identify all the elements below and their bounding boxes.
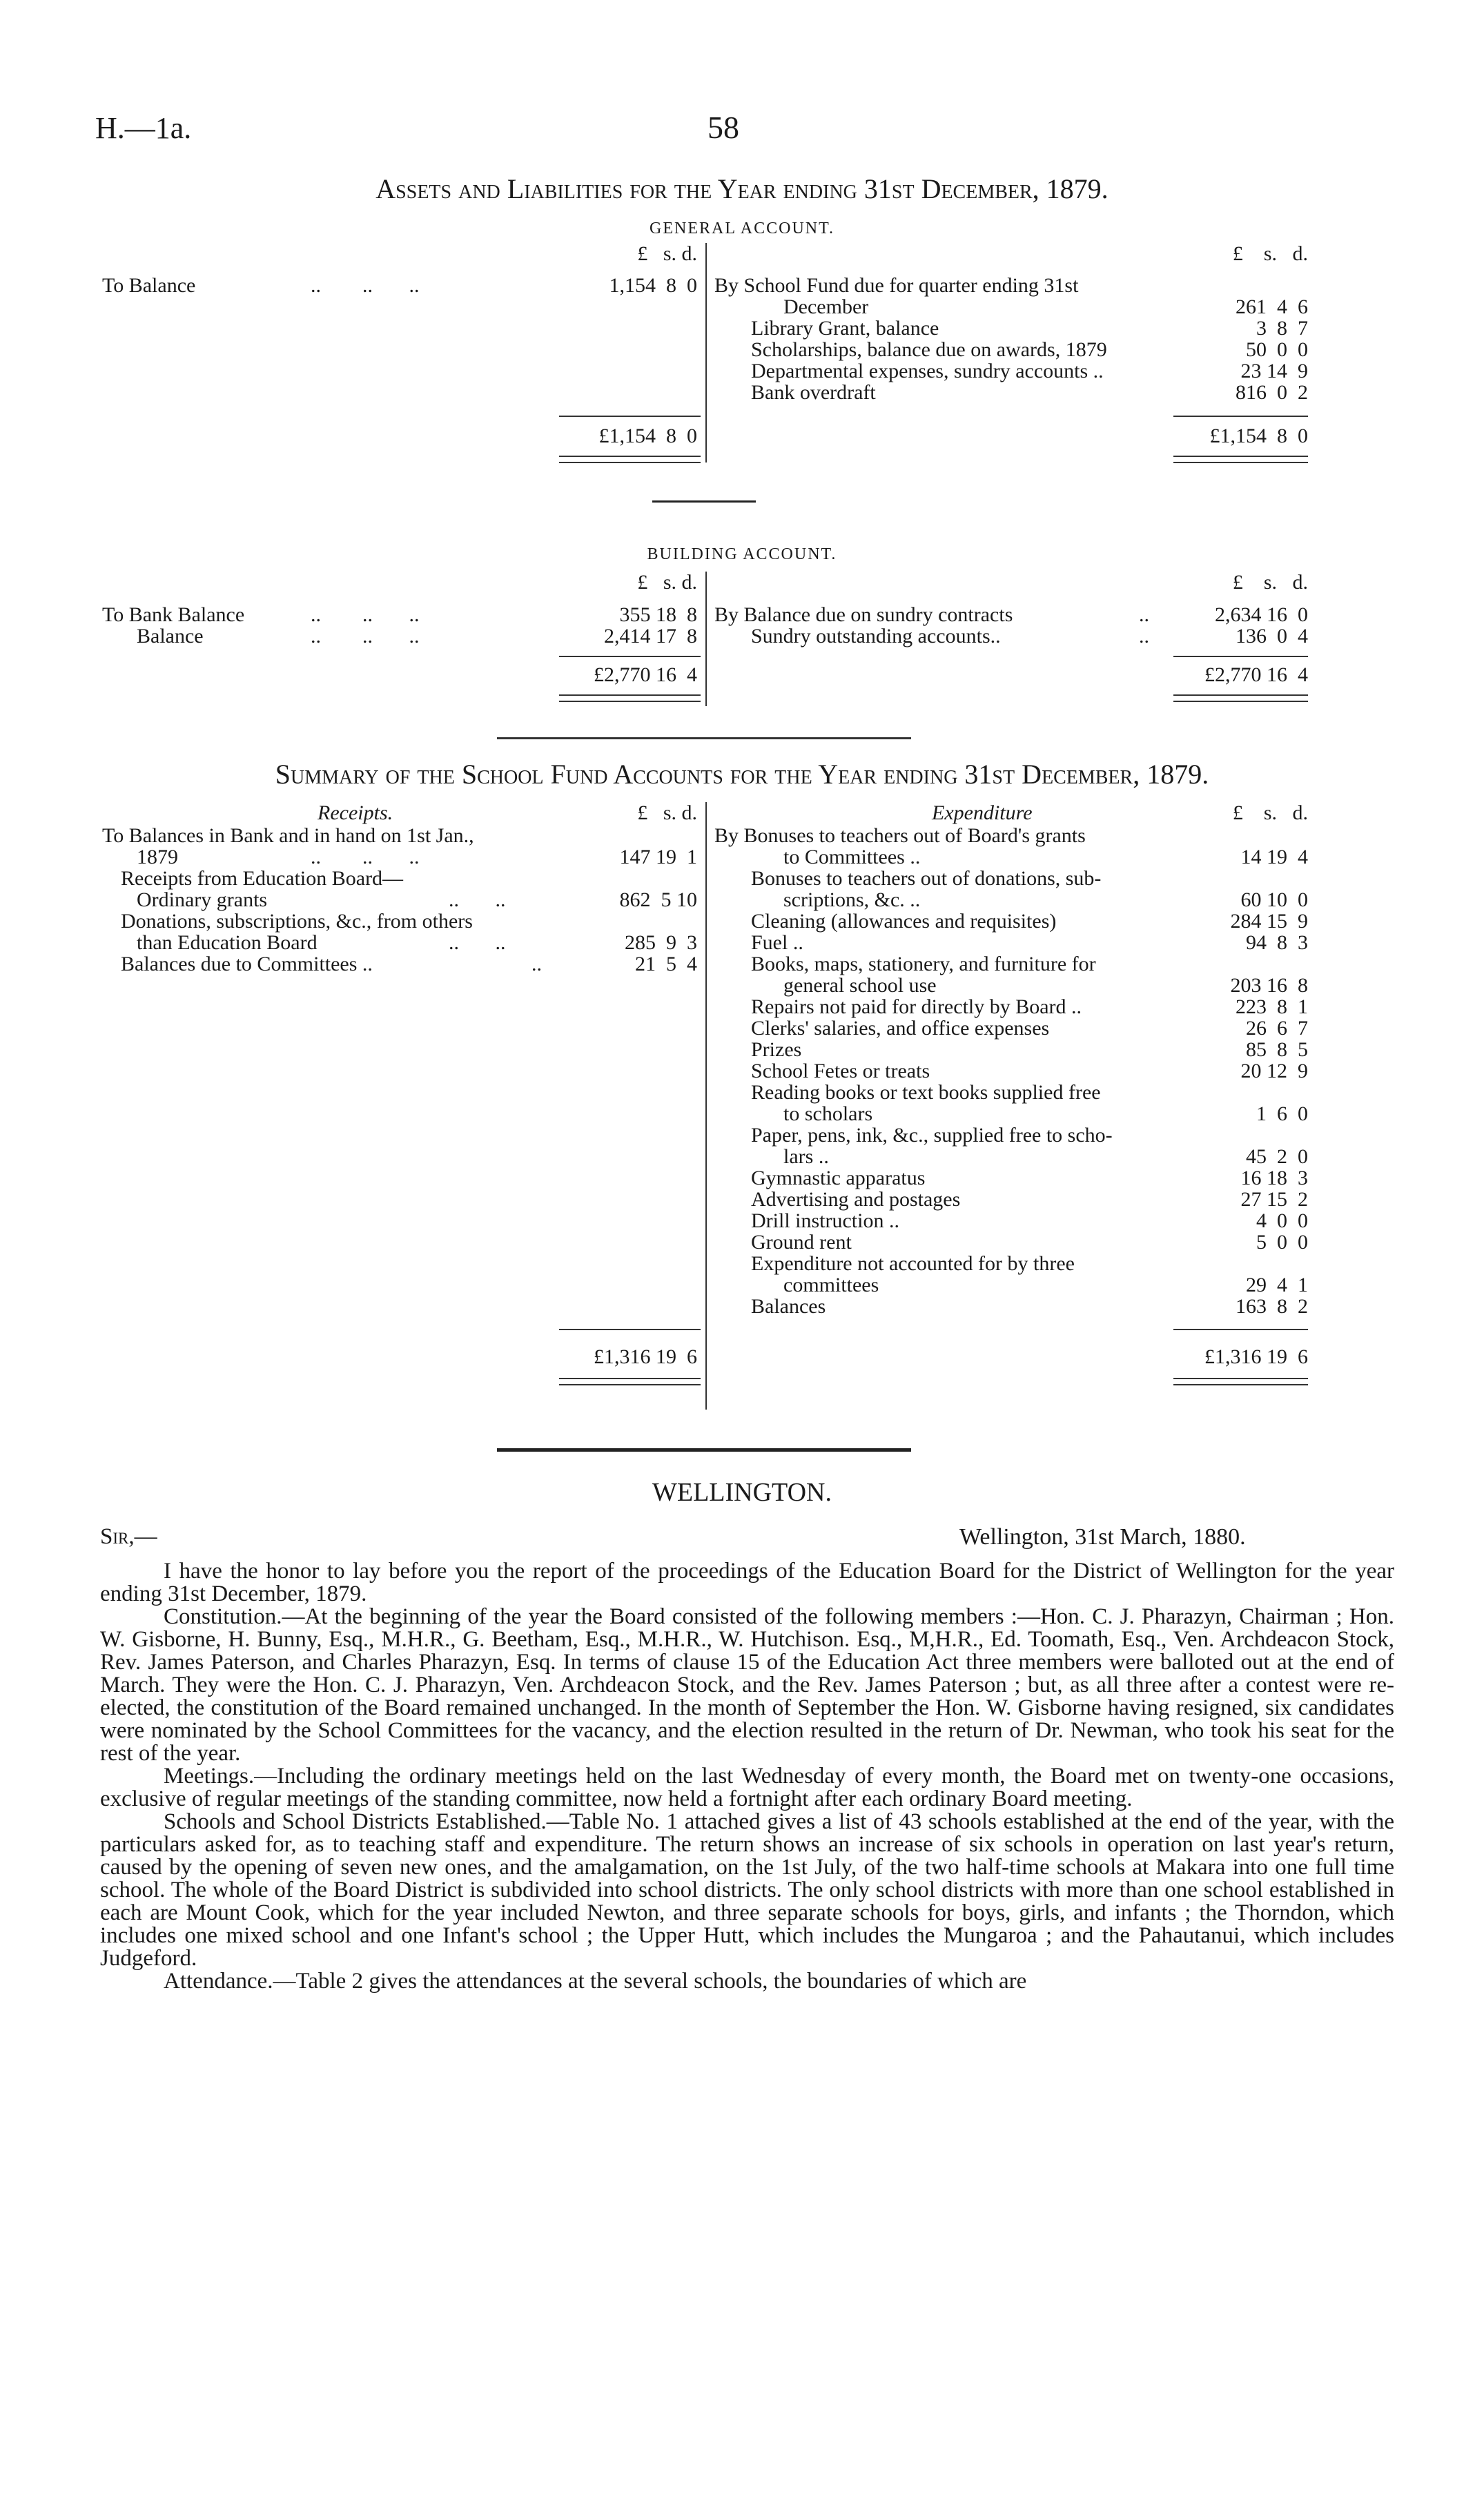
header-reference: H.—1a. xyxy=(95,111,192,145)
leader-dots: .. .. .. xyxy=(311,603,420,626)
receipt-row: than Education Board xyxy=(137,931,318,954)
pound-symbol: £ xyxy=(1232,242,1243,265)
general-left-total: £1,154 8 0 xyxy=(598,425,697,447)
receipt-row: 1879 xyxy=(137,846,178,868)
leader-dots: .. xyxy=(1139,625,1149,647)
receipt-row: Ordinary grants xyxy=(137,888,268,911)
expenditure-row: Cleaning (allowances and requisites) xyxy=(751,910,1057,933)
expenditure-amount: 27 15 2 xyxy=(1240,1188,1308,1211)
general-right-total: £1,154 8 0 xyxy=(1209,425,1308,447)
general-left-amount: 1,154 8 0 xyxy=(609,274,697,297)
pound-symbol: £ xyxy=(637,571,648,594)
general-right-row: By School Fund due for quarter ending 31st xyxy=(714,274,1079,297)
general-right-amount: 23 14 9 xyxy=(1240,360,1308,382)
pence-symbol: d. xyxy=(1292,242,1308,265)
summary-left-total-rule xyxy=(559,1329,701,1330)
report-paragraph: Attendance.—Table 2 gives the attendances at the several schools, the boundaries of which are xyxy=(164,1969,1027,1994)
receipt-row: Donations, subscriptions, &c., from others xyxy=(121,910,473,933)
expenditure-row: committees xyxy=(783,1274,879,1296)
summary-title-text: Summary of the School Fund Accounts for the Year ending 31st December, 1879. xyxy=(275,759,1209,790)
report-paragraph: Constitution.—At the beginning of the year the Board consisted of the following members :—Hon. C. J. Pharazyn, Chairman ; Hon. W. Gisborne, H. Bunny, Esq., M.H.R., G. Beetham, Esq., M.H.R., W. Hutchison. Esq., M,H.R., Ed. Toomath, Esq., Ven. Archdeacon Stock, Rev. James Paterson, and Charles Pharazyn, Esq. In terms of clause 15 of the Education Act three members were balloted out at the end of March. They were the Hon. C. J. Pharazyn, Ven. Archdeacon Stock, and the Rev. James Paterson ; but, as all three after a contest were re-elected, the constitution of the Board remained unchanged. In the month of September the Hon. W. Gisborne having resigned, six candidates were nominated by the School Committees for the vacancy, and the election resulted in the return of Dr. Newman, who took his seat for the rest of the year. xyxy=(100,1604,1394,1766)
dateline: Wellington, 31st March, 1880. xyxy=(959,1524,1246,1550)
expenditure-amount: 284 15 9 xyxy=(1230,910,1308,933)
general-right-row: Scholarships, balance due on awards, 1879 xyxy=(751,338,1107,361)
shilling-symbol: s. xyxy=(1263,571,1277,594)
expenditure-row: By Bonuses to teachers out of Board's grants xyxy=(714,824,1086,847)
page-number: 58 xyxy=(707,110,739,145)
receipt-amount: 285 9 3 xyxy=(625,931,697,954)
report-separator xyxy=(497,1448,911,1452)
pound-symbol: £ xyxy=(637,242,648,265)
expenditure-amount: 26 6 7 xyxy=(1246,1017,1308,1040)
expenditure-row: to Committees .. xyxy=(783,846,921,868)
expenditure-row: Fuel .. xyxy=(751,931,803,954)
expenditure-heading: Expenditure xyxy=(932,801,1033,824)
summary-right-total-rule xyxy=(1173,1329,1308,1330)
summary-left-currency-header xyxy=(552,802,697,824)
general-account-heading: GENERAL ACCOUNT. xyxy=(650,220,834,237)
receipt-amount: 147 19 1 xyxy=(619,846,697,868)
expenditure-amount: 85 8 5 xyxy=(1246,1038,1308,1061)
report-paragraph: I have the honor to lay before you the report of the proceedings of the Education Board for the District of Wellington for the year ending 31st December, 1879. xyxy=(100,1559,1394,1606)
expenditure-row: Gymnastic apparatus xyxy=(751,1167,926,1189)
expenditure-row: Bonuses to teachers out of donations, sub- xyxy=(751,867,1102,890)
report-paragraph: Meetings.—Including the ordinary meetings held on the last Wednesday of every month, the Board met on twenty-one occasions, exclusive of regular meetings of the standing committee, now held a fortnight after each ordinary Board meeting. xyxy=(100,1764,1394,1811)
leader-dots: .. xyxy=(531,953,542,975)
pence-symbol: d. xyxy=(681,801,697,824)
pound-symbol: £ xyxy=(1232,801,1243,824)
expenditure-amount: 223 8 1 xyxy=(1236,995,1308,1018)
leader-dots: .. .. xyxy=(449,888,506,911)
salutation: Sir,— xyxy=(100,1524,157,1549)
expenditure-amount: 45 2 0 xyxy=(1246,1145,1308,1168)
expenditure-amount: 203 16 8 xyxy=(1230,974,1308,997)
building-left-row: Balance xyxy=(137,625,204,647)
pence-symbol: d. xyxy=(681,242,697,265)
expenditure-amount: 94 8 3 xyxy=(1246,931,1308,954)
expenditure-row: lars .. xyxy=(783,1145,829,1168)
expenditure-amount: 14 19 4 xyxy=(1240,846,1308,868)
building-left-amount: 355 18 8 xyxy=(619,603,697,626)
expenditure-row: Balances xyxy=(751,1295,826,1318)
shilling-symbol: s. xyxy=(663,571,676,594)
expenditure-amount: 1 6 0 xyxy=(1256,1102,1308,1125)
expenditure-amount: 20 12 9 xyxy=(1240,1060,1308,1082)
pence-symbol: d. xyxy=(681,571,697,594)
building-right-amount: 136 0 4 xyxy=(1236,625,1308,647)
general-right-amount: 261 4 6 xyxy=(1236,295,1308,318)
expenditure-row: scriptions, &c. .. xyxy=(783,888,921,911)
building-left-row: To Bank Balance xyxy=(102,603,245,626)
general-right-amount: 3 8 7 xyxy=(1256,317,1308,340)
receipt-row: Receipts from Education Board— xyxy=(121,867,404,890)
receipts-total: £1,316 19 6 xyxy=(594,1345,697,1368)
expenditure-row: Repairs not paid for directly by Board .. xyxy=(751,995,1082,1018)
main-title-text: Assets and Liabilities for the Year ending 31st December, 1879. xyxy=(375,173,1109,204)
receipt-row: To Balances in Bank and in hand on 1st Jan., xyxy=(102,824,474,847)
report-body xyxy=(100,1560,1394,1993)
building-left-amount: 2,414 17 8 xyxy=(604,625,697,647)
shilling-symbol: s. xyxy=(1263,242,1277,265)
expenditure-row: Paper, pens, ink, &c., supplied free to scho- xyxy=(751,1124,1113,1147)
receipt-amount: 862 5 10 xyxy=(619,888,697,911)
expenditure-row: Prizes xyxy=(751,1038,802,1061)
summary-left-double-rule xyxy=(559,1378,701,1385)
pence-symbol: d. xyxy=(1292,571,1308,594)
receipts-heading: Receipts. xyxy=(318,801,393,824)
expenditure-total: £1,316 19 6 xyxy=(1204,1345,1308,1368)
building-right-amount: 2,634 16 0 xyxy=(1215,603,1308,626)
pound-symbol: £ xyxy=(637,801,648,824)
receipt-amount: 21 5 4 xyxy=(635,953,697,975)
general-right-row: December xyxy=(783,295,869,318)
general-right-row: Bank overdraft xyxy=(751,381,876,404)
general-left-label: To Balance xyxy=(102,274,196,297)
leader-dots: .. .. .. xyxy=(311,846,420,868)
leader-dots: .. .. xyxy=(449,931,506,954)
leader-dots: .. .. .. xyxy=(311,274,420,297)
general-right-amount: 50 0 0 xyxy=(1246,338,1308,361)
general-right-row: Library Grant, balance xyxy=(751,317,939,340)
expenditure-row: Books, maps, stationery, and furniture for xyxy=(751,953,1096,975)
leader-dots: .. xyxy=(1139,603,1149,626)
expenditure-amount: 163 8 2 xyxy=(1236,1295,1308,1318)
pound-symbol: £ xyxy=(1232,571,1243,594)
expenditure-row: Advertising and postages xyxy=(751,1188,961,1211)
report-heading: WELLINGTON. xyxy=(652,1478,832,1507)
expenditure-row: Expenditure not accounted for by three xyxy=(751,1252,1075,1275)
expenditure-amount: 60 10 0 xyxy=(1240,888,1308,911)
shilling-symbol: s. xyxy=(663,242,676,265)
expenditure-row: Drill instruction .. xyxy=(751,1209,899,1232)
report-paragraph: Schools and School Districts Established.—Table No. 1 attached gives a list of 43 schools established at the end of the year, with the particulars asked for, as to teaching staff and expenditure. The return shows an increase of six schools in operation on last year's return, caused by the opening of seven new ones, and the amalgamation, on the 1st July, of the two half-time schools at Makara into one full time school. The whole of the Board District is subdivided into school districts. The only school districts with more than one school established in each are Mount Cook, which for the year included Newton, and three separate schools for boys, girls, and infants ; the Thorndon, which includes one mixed school and one Infant's school ; the Upper Hutt, which includes the Mungaroa ; and the Pahautanui, which includes Judgeford. xyxy=(100,1809,1394,1971)
expenditure-amount: 16 18 3 xyxy=(1240,1167,1308,1189)
pence-symbol: d. xyxy=(1292,801,1308,824)
expenditure-row: Reading books or text books supplied free xyxy=(751,1081,1101,1104)
shilling-symbol: s. xyxy=(663,801,676,824)
summary-right-double-rule xyxy=(1173,1378,1308,1385)
expenditure-row: School Fetes or treats xyxy=(751,1060,930,1082)
summary-column-divider xyxy=(705,802,707,1410)
expenditure-row: Clerks' salaries, and office expenses xyxy=(751,1017,1050,1040)
building-right-row: Sundry outstanding accounts.. xyxy=(751,625,1001,647)
receipt-row: Balances due to Committees .. xyxy=(121,953,373,975)
building-right-row: By Balance due on sundry contracts xyxy=(714,603,1013,626)
building-account-heading: BUILDING ACCOUNT. xyxy=(647,545,837,563)
expenditure-amount: 4 0 0 xyxy=(1256,1209,1308,1232)
summary-right-currency-header xyxy=(1160,802,1308,824)
expenditure-row: Ground rent xyxy=(751,1231,852,1254)
expenditure-row: general school use xyxy=(783,974,937,997)
shilling-symbol: s. xyxy=(1263,801,1277,824)
expenditure-row: to scholars xyxy=(783,1102,873,1125)
expenditure-amount: 29 4 1 xyxy=(1246,1274,1308,1296)
building-right-total: £2,770 16 4 xyxy=(1204,663,1308,686)
building-left-total: £2,770 16 4 xyxy=(594,663,697,686)
leader-dots: .. .. .. xyxy=(311,625,420,647)
general-right-row: Departmental expenses, sundry accounts .. xyxy=(751,360,1104,382)
general-right-amount: 816 0 2 xyxy=(1236,381,1308,404)
expenditure-amount: 5 0 0 xyxy=(1256,1231,1308,1254)
